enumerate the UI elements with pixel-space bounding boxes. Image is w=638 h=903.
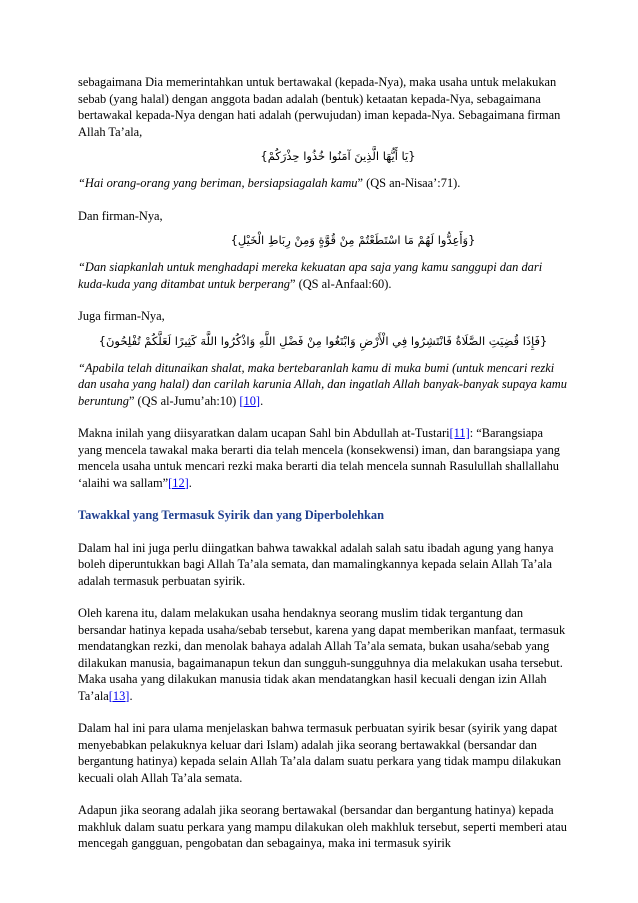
sentence-end: .: [260, 393, 264, 408]
footnote-link-10[interactable]: [10]: [239, 393, 261, 408]
sentence-end: .: [129, 688, 133, 703]
translation-text: “Apabila telah ditunaikan shalat, maka bertebaranlah kamu di muka bumi (untuk mencari rezki dan usaha yang halal) dan carilah karunia Allah, dan ingatlah Allah banyak-banyak supaya kamu beruntung: [78, 360, 567, 408]
document-page: [78, 74, 568, 852]
verse-reference: ” (QS al-Jumu’ah:10): [128, 393, 240, 408]
verse-reference: ” (QS an-Nisaa’:71).: [357, 176, 461, 190]
paragraph-makhluk: Adapun jika seorang adalah jika seorang bertawakal (bersandar dan bergantung hatinya) kepada makhluk dalam suatu perkara yang mampu dilakukan oleh makhluk tersebut, seperti memberi atau mencegah gangguan, pengobatan dan sebagainya, maka ini termasuk syirik: [78, 803, 567, 850]
paragraph-syirik-besar: Dalam hal ini para ulama menjelaskan bahwa termasuk perbuatan syirik besar (syirik yang dapat menyebabkan pelakuknya keluar dari Islam) adalah jika seorang bertawakkal (bersandar dan bergantung hatinya) kepada selain Allah Ta’ala dalam suatu perkara yang tidak mampu dilakukan kecuali olah Allah Ta’ala semata.: [78, 721, 562, 785]
paragraph-usaha: [78, 605, 568, 704]
translation-anfal: [78, 259, 568, 292]
paragraph-juga-firman: Juga firman-Nya,: [78, 309, 165, 323]
footnote-link-12[interactable]: [12]: [168, 475, 189, 490]
paragraph-sahl: [78, 425, 568, 491]
sentence-end: .: [188, 475, 192, 490]
footnote-link-11[interactable]: [11]: [449, 426, 470, 440]
arabic-verse-anfal: {وَأَعِدُّوا لَهُمْ مَا اسْتَطَعْتُمْ مِنْ قُوَّةٍ وَمِنْ رِبَاطِ الْخَيْلِ}: [230, 233, 476, 247]
section-heading: Tawakkal yang Termasuk Syirik dan yang Diperbolehkan: [78, 508, 384, 522]
footnote-link-13[interactable]: [13]: [108, 688, 130, 703]
verse-reference: ” (QS al-Anfaal:60).: [289, 276, 392, 291]
quote-text: : “Barangsiapa yang mencela tawakal maka berarti dia telah mencela (konsekwensi) iman, dan barangsiapa yang mencela usaha untuk mencari rezki maka berarti dia telah mencela sunnah Rasulullah shallallahu ‘alaihi wa sallam”: [78, 426, 560, 490]
translation-jumuah: [78, 360, 568, 410]
translation-text: “Hai orang-orang yang beriman, bersiapsiagalah kamu: [78, 176, 358, 190]
arabic-verse-nisa: {يَا أَيُّهَا الَّذِينَ آمَنُوا خُذُوا حِذْرَكُمْ}: [260, 149, 416, 163]
paragraph-ibadah: Dalam hal ini juga perlu diingatkan bahwa tawakkal adalah salah satu ibadah agung yang hanya boleh diperuntukkan bagi Allah Ta’ala semata, dan mamalingkannya kepada selain Allah Ta’ala adalah termasuk perbuatan syirik.: [78, 540, 554, 588]
arabic-verse-jumuah: {فَإِذَا قُضِيَتِ الصَّلَاةُ فَانْتَشِرُوا فِي الْأَرْضِ وَابْتَغُوا مِنْ فَضْلِ اللَّهِ وَاذْكُرُوا اللَّهَ كَثِيرًا لَعَلَّكُمْ تُفْلِحُونَ}: [98, 333, 548, 348]
paragraph-firman: Dan firman-Nya,: [78, 208, 163, 223]
paragraph-intro: sebagaimana Dia memerintahkan untuk bertawakal (kepada-Nya), maka usaha untuk melakukan sebab (yang halal) dengan anggota badan adalah (bentuk) ketaatan kepada-Nya, sebagaimana bertawakal kepada-Nya dengan hati adalah (perwujudan) iman kepada-Nya. Sebagaimana firman Allah Ta’ala,: [78, 75, 561, 139]
paragraph-text: Makna inilah yang diisyaratkan dalam ucapan Sahl bin Abdullah at-Tustari: [78, 426, 450, 440]
translation-text: “Dan siapkanlah untuk menghadapi mereka kekuatan apa saja yang kamu sanggupi dan dari kuda-kuda yang ditambat untuk berperang: [78, 260, 543, 291]
translation-nisa: [78, 175, 568, 192]
paragraph-text: Oleh karena itu, dalam melakukan usaha hendaknya seorang muslim tidak tergantung dan bersandar hatinya kepada usaha/sebab tersebut, karena yang dapat memberikan manfaat, termasuk mendatangkan rezki, dan menolak bahaya adalah Allah Ta’ala semata, bukan usaha/sebab yang dilakukan manusia, bagaimanapun tekun dan sungguh-sungguhnya dia melakukan usaha tersebut. Maka usaha yang dilakukan manusia tidak akan mendatangkan hasil kecuali dengan izin Allah Ta’ala: [78, 606, 566, 703]
